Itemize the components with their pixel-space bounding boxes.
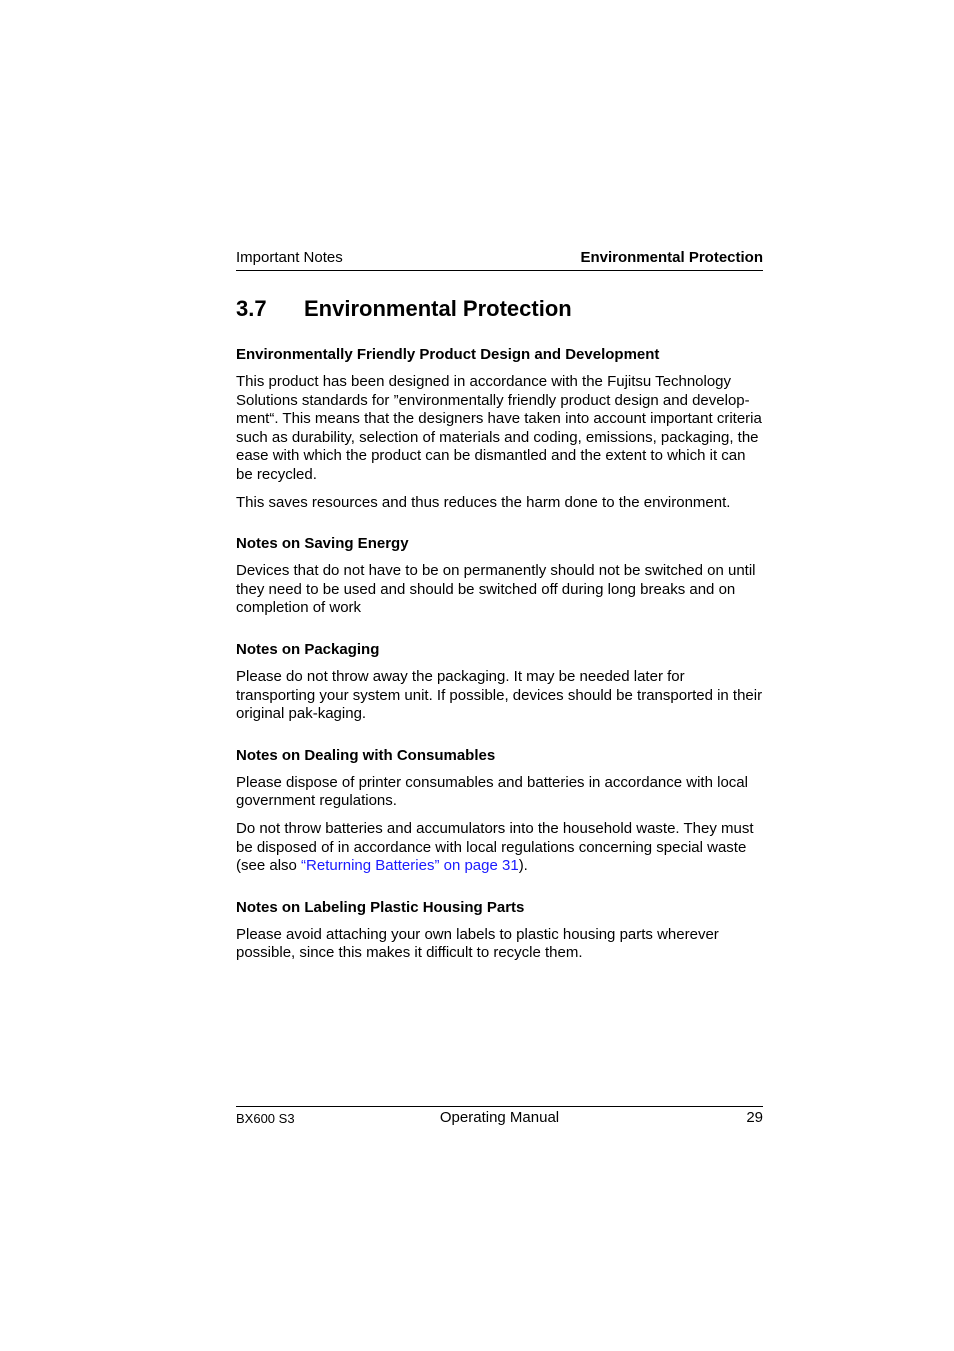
paragraph: Devices that do not have to be on permanently should not be switched on until they need to be used and should be switched off during long breaks and on completion of work	[236, 562, 756, 617]
paragraph-text: ).	[518, 857, 528, 875]
batteries-paragraph	[236, 820, 763, 876]
section-labeling	[236, 898, 763, 963]
section-heading: Notes on Dealing with Consumables	[236, 746, 496, 764]
chapter-number: 3.7	[236, 296, 267, 321]
section-heading: Notes on Saving Energy	[236, 535, 409, 553]
paragraph: Please avoid attaching your own labels to plastic housing parts wherever possible, since this makes it difficult to recycle them.	[236, 925, 719, 962]
returning-batteries-link[interactable]: “Returning Batteries” on page 31	[301, 857, 519, 875]
paragraph: This saves resources and thus reduces the harm done to the environment.	[236, 493, 731, 511]
chapter-title-text: Environmental Protection	[304, 296, 572, 321]
header-chapter-name: Important Notes	[236, 249, 343, 266]
page-number: 29	[746, 1109, 763, 1126]
paragraph: Please do not throw away the packaging. It may be needed later for transporting your system unit. If possible, devices should be transported in their original pak-kaging.	[236, 667, 763, 723]
paragraph-text: Do not throw batteries and accumulators into the household waste. They must be disposed of in accordance with local regulations concerning special waste (see also	[236, 819, 754, 875]
paragraph: Please dispose of printer consumables and batteries in accordance with local government regulations.	[236, 773, 748, 810]
section-product-design	[236, 345, 763, 512]
body-content	[236, 345, 763, 972]
section-saving-energy	[236, 534, 763, 618]
section-packaging	[236, 640, 763, 724]
paragraph: This product has been designed in accordance with the Fujitsu Technology Solutions standards for ”environmentally friendly product design and develop-ment“. This means that the designers have taken into account important criteria such as durability, selection of materials and coding, emissions, packaging, the ease with which the product can be dismantled and the extent to which it can be recycled.	[236, 373, 762, 483]
header-section-name: Environmental Protection	[580, 249, 763, 266]
running-header	[236, 248, 763, 271]
footer-model: BX600 S3	[236, 1111, 295, 1126]
section-consumables	[236, 746, 763, 876]
running-footer	[236, 1106, 763, 1131]
section-heading: Environmentally Friendly Product Design and Development	[236, 346, 660, 363]
chapter-title	[236, 294, 763, 324]
section-heading: Notes on Packaging	[236, 640, 380, 658]
footer-manual-title: Operating Manual	[439, 1109, 560, 1126]
section-heading: Notes on Labeling Plastic Housing Parts	[236, 898, 525, 916]
